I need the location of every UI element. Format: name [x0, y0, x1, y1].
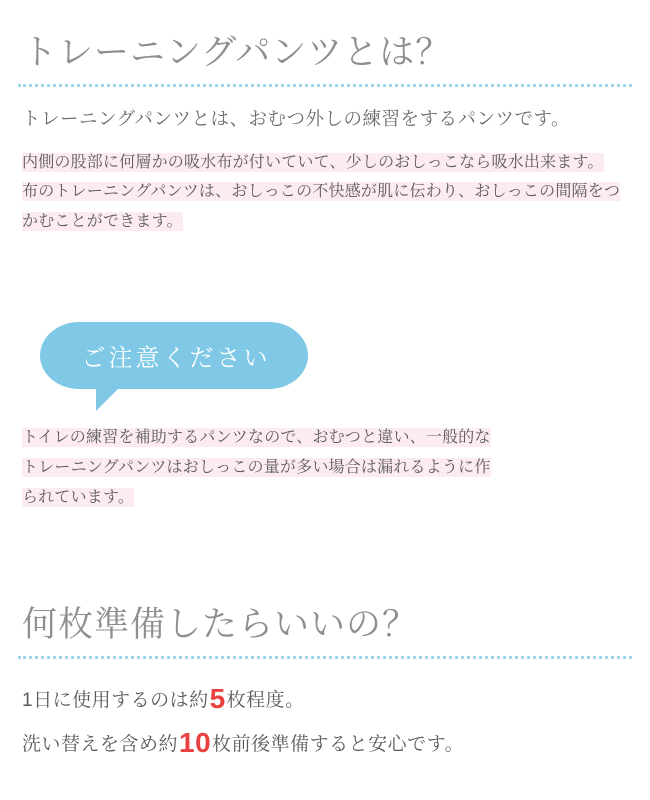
notice-bubble [40, 322, 308, 389]
prep-line-1-prefix: 1日に使用するのは約 [22, 690, 209, 712]
section-spacer [18, 512, 632, 604]
section-1-body [22, 148, 632, 237]
prep-line-2-prefix: 洗い替えを含め約 [22, 733, 179, 755]
page-title: トレーニングパンツとは？ [18, 32, 632, 87]
notice-body [22, 423, 632, 512]
prep-line-1-suffix: 枚程度。 [226, 690, 305, 712]
section-2-body [22, 677, 632, 764]
section-1-body-line-2: 布のトレーニングパンツは、おしっこの不快感が肌に伝わり、おしっこの間隔をつ [22, 183, 621, 201]
notice-bubble-label: ご注意ください [81, 345, 271, 373]
prep-line-1-number: 5 [209, 683, 226, 715]
section-2 [18, 604, 632, 764]
notice-body-line-2: トレーニングパンツはおしっこの量が多い場合は漏れるように作 [22, 459, 491, 477]
section-1 [18, 0, 632, 236]
prep-line-1 [22, 677, 632, 720]
speech-bubble-tail-icon [96, 385, 122, 411]
section-2-title: 何枚準備したらいいの？ [18, 604, 632, 659]
notice-callout [40, 322, 308, 389]
prep-line-2-number: 10 [179, 726, 212, 758]
prep-line-2 [22, 721, 632, 764]
section-1-body-line-1: 内側の股部に何層かの吸水布が付いていて、少しのおしっこなら吸水出来ます。 [22, 153, 604, 171]
section-1-body-line-3: かむことができます。 [22, 212, 183, 230]
prep-line-2-suffix: 枚前後準備すると安心です。 [212, 733, 465, 755]
notice-body-line-1: トイレの練習を補助するパンツなので、おむつと違い、一般的な [22, 429, 491, 447]
notice-body-line-3: られています。 [22, 488, 135, 506]
section-1-lead: トレーニングパンツとは、おむつ外しの練習をするパンツです。 [22, 108, 571, 129]
